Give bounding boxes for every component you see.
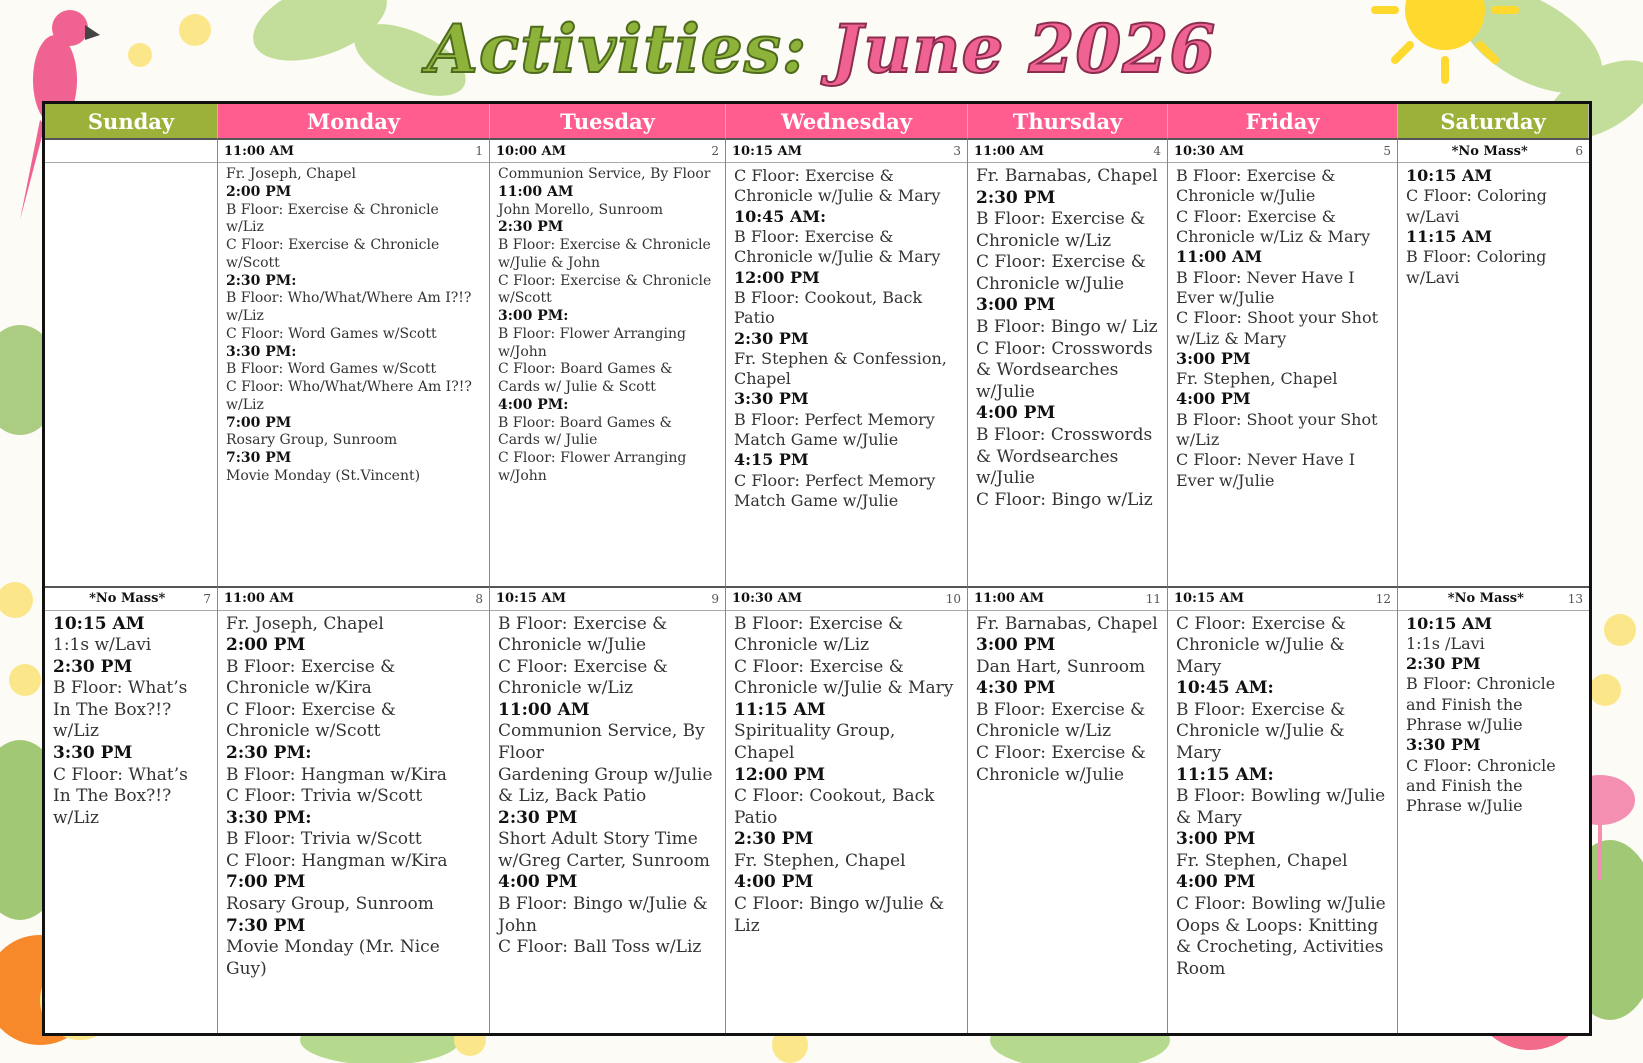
event-entry: Fr. Joseph, Chapel [226, 166, 356, 182]
event-list [726, 611, 967, 941]
event-entry: C Floor: Board Games & Cards w/ Julie & Scott [498, 361, 673, 396]
event-time: 4:15 PM [734, 450, 809, 470]
event-entry: B Floor: Word Games w/Scott [226, 361, 437, 378]
event-time: 2:30 PM [734, 328, 809, 348]
event-entry: B Floor: Exercise & Chronicle w/Julie [1176, 166, 1336, 206]
event-time: 11:15 AM: [1176, 764, 1274, 785]
date-number: 8 [475, 591, 483, 606]
day-header-saturday: Saturday [1398, 104, 1589, 138]
event-time: 10:15 AM [53, 613, 145, 634]
event-time: 4:30 PM [976, 678, 1056, 699]
event-time: 7:30 PM [226, 450, 292, 467]
day-header-wednesday: Wednesday [726, 104, 968, 138]
event-time: 2:30 PM [498, 807, 578, 828]
event-list [45, 611, 217, 833]
title-month: June 2026 [831, 10, 1217, 88]
day-cell-header [218, 140, 489, 163]
day-cell [1168, 586, 1398, 1034]
event-entry: B Floor: Who/What/Where Am I?!? w/Liz [226, 290, 472, 325]
event-entry: Movie Monday (Mr. Nice Guy) [226, 937, 440, 979]
first-event-time: 11:00 AM [224, 143, 294, 159]
event-entry: B Floor: Chronicle and Finish the Phrase w/Julie [1406, 674, 1556, 735]
event-time: 7:00 PM [226, 414, 292, 431]
event-entry: B Floor: Exercise & Chronicle w/Liz [734, 613, 904, 656]
date-number: 11 [1145, 591, 1161, 606]
event-time: 2:30 PM: [226, 742, 312, 763]
event-list [1168, 163, 1397, 494]
event-entry: C Floor: Exercise & Chronicle w/Julie & Mary [1176, 613, 1346, 677]
event-time: 2:00 PM [226, 635, 306, 656]
event-entry: Fr. Barnabas, Chapel [976, 166, 1158, 186]
event-time: 3:30 PM [734, 389, 809, 409]
event-time: 2:30 PM: [226, 272, 297, 289]
event-entry: 1:1s w/Lavi [53, 635, 152, 656]
event-entry: C Floor: Exercise & Chronicle w/Liz [498, 656, 668, 699]
event-time: 11:00 AM [498, 699, 590, 720]
event-list [1398, 163, 1589, 291]
day-cell-header [968, 588, 1167, 611]
event-entry: B Floor: Bingo w/Julie & John [498, 894, 708, 936]
event-entry: B Floor: Exercise & Chronicle w/Julie & Mary [1176, 699, 1346, 763]
day-cell [726, 138, 968, 586]
date-number: 3 [953, 144, 961, 158]
date-number: 9 [711, 591, 719, 606]
event-entry: C Floor: Bowling w/Julie [1176, 894, 1386, 915]
day-cell-header [1398, 588, 1589, 611]
event-time: 2:30 PM [734, 829, 814, 850]
event-entry: C Floor: Bingo w/Julie & Liz [734, 894, 945, 936]
event-time: 12:00 PM [734, 267, 820, 287]
event-entry: C Floor: What’s In The Box?!? w/Liz [53, 764, 188, 828]
event-list [218, 163, 489, 489]
day-header-sunday: Sunday [45, 104, 218, 138]
event-time: 4:00 PM [498, 872, 578, 893]
event-entry: Fr. Stephen & Confession, Chapel [734, 348, 947, 389]
event-entry: B Floor: Bingo w/ Liz [976, 317, 1158, 338]
event-time: 11:00 AM [498, 183, 574, 200]
event-entry: B Floor: Trivia w/Scott [226, 829, 422, 850]
event-entry: B Floor: Bowling w/Julie & Mary [1176, 786, 1386, 828]
event-entry: C Floor: Cookout, Back Patio [734, 786, 935, 828]
first-event-time: 10:00 AM [496, 143, 566, 159]
day-cell-header [45, 588, 217, 611]
event-entry: B Floor: Coloring w/Lavi [1406, 247, 1547, 287]
event-entry: Rosary Group, Sunroom [226, 894, 434, 915]
event-entry: B Floor: Board Games & Cards w/ Julie [498, 414, 673, 449]
event-list [968, 163, 1167, 514]
event-time: 2:30 PM [53, 656, 133, 677]
event-time: 10:15 AM [1406, 613, 1493, 633]
event-time: 4:00 PM [734, 872, 814, 893]
day-header-friday: Friday [1168, 104, 1398, 138]
event-entry: C Floor: Exercise & Chronicle w/Julie [976, 742, 1146, 785]
event-entry: B Floor: Exercise & Chronicle w/Julie & John [498, 237, 711, 271]
event-time: 4:00 PM [1176, 872, 1256, 893]
day-cell [968, 138, 1168, 586]
event-entry: B Floor: Crosswords & Wordsearches w/Julie [976, 424, 1153, 489]
event-time: 4:00 PM: [498, 396, 569, 413]
event-time: 3:00 PM [976, 295, 1056, 316]
event-time: 3:00 PM: [498, 308, 569, 325]
event-time: 10:15 AM [1406, 166, 1493, 185]
day-cell-header [45, 140, 217, 163]
date-number: 1 [475, 144, 483, 158]
day-cell-header [490, 140, 725, 163]
day-cell-header [218, 588, 489, 611]
event-entry: Movie Monday (St.Vincent) [226, 468, 421, 485]
day-cell [490, 138, 726, 586]
event-entry: C Floor: Exercise & Chronicle w/Scott [226, 237, 440, 271]
day-cell-header [726, 140, 967, 163]
day-cell-header [968, 140, 1167, 163]
event-entry: Communion Service, By Floor [498, 166, 711, 182]
event-entry: C Floor: Exercise & Chronicle w/Julie [976, 252, 1146, 294]
title-activities: Activities: [426, 10, 808, 88]
day-cell [1168, 138, 1398, 586]
event-entry: B Floor: Exercise & Chronicle w/Julie & Mary [734, 226, 941, 267]
event-entry: Short Adult Story Time w/Greg Carter, Sunroom [498, 829, 710, 871]
event-entry: C Floor: Exercise & Chronicle w/Julie & Mary [734, 166, 941, 206]
day-cell-header [1168, 588, 1397, 611]
event-time: 11:00 AM [1176, 247, 1263, 267]
date-number: 4 [1153, 144, 1161, 158]
first-event-time: 10:15 AM [732, 143, 802, 159]
day-cell [218, 138, 490, 586]
date-number: 6 [1575, 144, 1583, 158]
event-entry: C Floor: Perfect Memory Match Game w/Julie [734, 470, 936, 510]
day-header-monday: Monday [218, 104, 490, 138]
first-event-time: 10:15 AM [1174, 591, 1244, 606]
event-time: 7:30 PM [226, 915, 306, 936]
event-entry: C Floor: Exercise & Chronicle w/Julie & Mary [734, 656, 954, 699]
event-time: 11:15 AM [1406, 226, 1493, 246]
event-time: 10:45 AM: [734, 206, 827, 226]
event-list [490, 611, 725, 962]
event-entry: B Floor: Exercise & Chronicle w/Kira [226, 656, 396, 699]
first-event-time: 10:30 AM [732, 591, 802, 606]
event-list [1398, 611, 1589, 820]
event-entry: B Floor: Exercise & Chronicle w/Liz [976, 209, 1146, 251]
event-list [968, 611, 1167, 790]
first-event-time: 11:00 AM [974, 143, 1044, 159]
event-entry: B Floor: Hangman w/Kira [226, 764, 447, 785]
event-entry: C Floor: Ball Toss w/Liz [498, 937, 702, 958]
event-entry: C Floor: Hangman w/Kira [226, 850, 448, 871]
event-entry: C Floor: Exercise & Chronicle w/Scott [498, 272, 712, 307]
event-time: 12:00 PM [734, 764, 826, 785]
event-entry: Fr. Stephen, Chapel [1176, 369, 1338, 389]
day-cell [1398, 586, 1589, 1034]
calendar-grid [42, 101, 1592, 1036]
event-time: 3:30 PM [1406, 735, 1481, 755]
event-entry: C Floor: Trivia w/Scott [226, 786, 423, 807]
first-event-time: 11:00 AM [224, 591, 294, 606]
event-time: 3:00 PM [1176, 829, 1256, 850]
first-event-time: 10:15 AM [496, 591, 566, 606]
event-entry: B Floor: What’s In The Box?!? w/Liz [53, 678, 188, 742]
event-entry: C Floor: Bingo w/Liz [976, 489, 1153, 510]
event-entry: B Floor: Flower Arranging w/John [498, 325, 686, 360]
event-entry: C Floor: Coloring w/Lavi [1406, 186, 1547, 226]
event-entry: B Floor: Exercise & Chronicle w/Liz [976, 699, 1146, 742]
event-entry: John Morello, Sunroom [498, 201, 663, 218]
event-entry: B Floor: Never Have I Ever w/Julie [1176, 267, 1355, 307]
first-event-time: 11:00 AM [974, 591, 1044, 606]
event-entry: B Floor: Exercise & Chronicle w/Liz [226, 201, 439, 236]
event-entry: Fr. Barnabas, Chapel [976, 613, 1158, 634]
event-entry: C Floor: Flower Arranging w/John [498, 450, 687, 485]
event-time: 10:45 AM: [1176, 678, 1274, 699]
event-entry: C Floor: Who/What/Where Am I?!? w/Liz [226, 379, 472, 413]
event-time: 3:00 PM [1176, 348, 1251, 368]
event-time: 11:15 AM [734, 699, 826, 720]
event-list [45, 163, 217, 169]
event-time: 3:30 PM [53, 742, 133, 763]
event-time: 2:00 PM [226, 183, 292, 200]
page-title [0, 10, 1643, 88]
event-entry: Communion Service, By Floor [498, 721, 705, 763]
event-list [1168, 611, 1397, 984]
event-entry: Rosary Group, Sunroom [226, 432, 398, 449]
day-cell [45, 138, 218, 586]
day-cell [490, 586, 726, 1034]
event-list [726, 163, 967, 514]
first-event-time: 10:30 AM [1174, 143, 1244, 159]
event-entry: C Floor: Crosswords & Wordsearches w/Julie [976, 338, 1153, 402]
date-number: 12 [1375, 591, 1391, 606]
event-entry: Oops & Loops: Knitting & Crocheting, Activities Room [1176, 915, 1384, 979]
event-entry: 1:1s /Lavi [1406, 633, 1485, 653]
event-time: 7:00 PM [226, 872, 306, 893]
event-time: 2:30 PM [1406, 654, 1481, 674]
event-time: 2:30 PM [976, 187, 1056, 208]
first-event-time: *No Mass* [1451, 143, 1528, 159]
day-cell-header [1168, 140, 1397, 163]
day-cell-header [490, 588, 725, 611]
event-time: 4:00 PM [1176, 389, 1251, 409]
event-entry: B Floor: Perfect Memory Match Game w/Julie [734, 409, 935, 450]
day-cell [968, 586, 1168, 1034]
event-entry: Fr. Stephen, Chapel [1176, 850, 1348, 871]
event-time: 3:00 PM [976, 635, 1056, 656]
day-cell [1398, 138, 1589, 586]
first-event-time: *No Mass* [1447, 591, 1524, 606]
event-time: 4:00 PM [976, 403, 1056, 424]
event-entry: B Floor: Exercise & Chronicle w/Julie [498, 613, 668, 656]
day-cell [45, 586, 218, 1034]
event-entry: C Floor: Shoot your Shot w/Liz & Mary [1176, 308, 1379, 348]
event-entry: Dan Hart, Sunroom [976, 656, 1146, 677]
date-number: 5 [1383, 144, 1391, 158]
first-event-time: *No Mass* [89, 591, 166, 606]
date-number: 10 [945, 591, 961, 606]
event-entry: B Floor: Cookout, Back Patio [734, 287, 923, 328]
day-cell-header [1398, 140, 1589, 163]
event-entry: C Floor: Exercise & Chronicle w/Liz & Mary [1176, 206, 1371, 246]
event-entry: C Floor: Chronicle and Finish the Phrase w/Julie [1406, 755, 1556, 816]
date-number: 13 [1567, 591, 1583, 606]
day-header-thursday: Thursday [968, 104, 1168, 138]
event-entry: Spirituality Group, Chapel [734, 721, 896, 763]
event-entry: C Floor: Exercise & Chronicle w/Scott [226, 699, 396, 742]
event-entry: Gardening Group w/Julie & Liz, Back Patio [498, 764, 713, 807]
event-entry: B Floor: Shoot your Shot w/Liz [1176, 409, 1378, 450]
day-header-tuesday: Tuesday [490, 104, 726, 138]
event-time: 3:30 PM: [226, 807, 312, 828]
day-cell-header [726, 588, 967, 611]
event-time: 3:30 PM: [226, 343, 297, 360]
date-number: 2 [711, 144, 719, 158]
date-number: 7 [203, 591, 211, 606]
event-list [490, 163, 725, 489]
event-entry: Fr. Stephen, Chapel [734, 850, 906, 871]
event-entry: C Floor: Never Have I Ever w/Julie [1176, 450, 1356, 490]
event-list [218, 611, 489, 984]
day-cell [218, 586, 490, 1034]
event-time: 2:30 PM [498, 219, 564, 236]
event-entry: C Floor: Word Games w/Scott [226, 325, 437, 342]
day-cell [726, 586, 968, 1034]
event-entry: Fr. Joseph, Chapel [226, 613, 384, 634]
